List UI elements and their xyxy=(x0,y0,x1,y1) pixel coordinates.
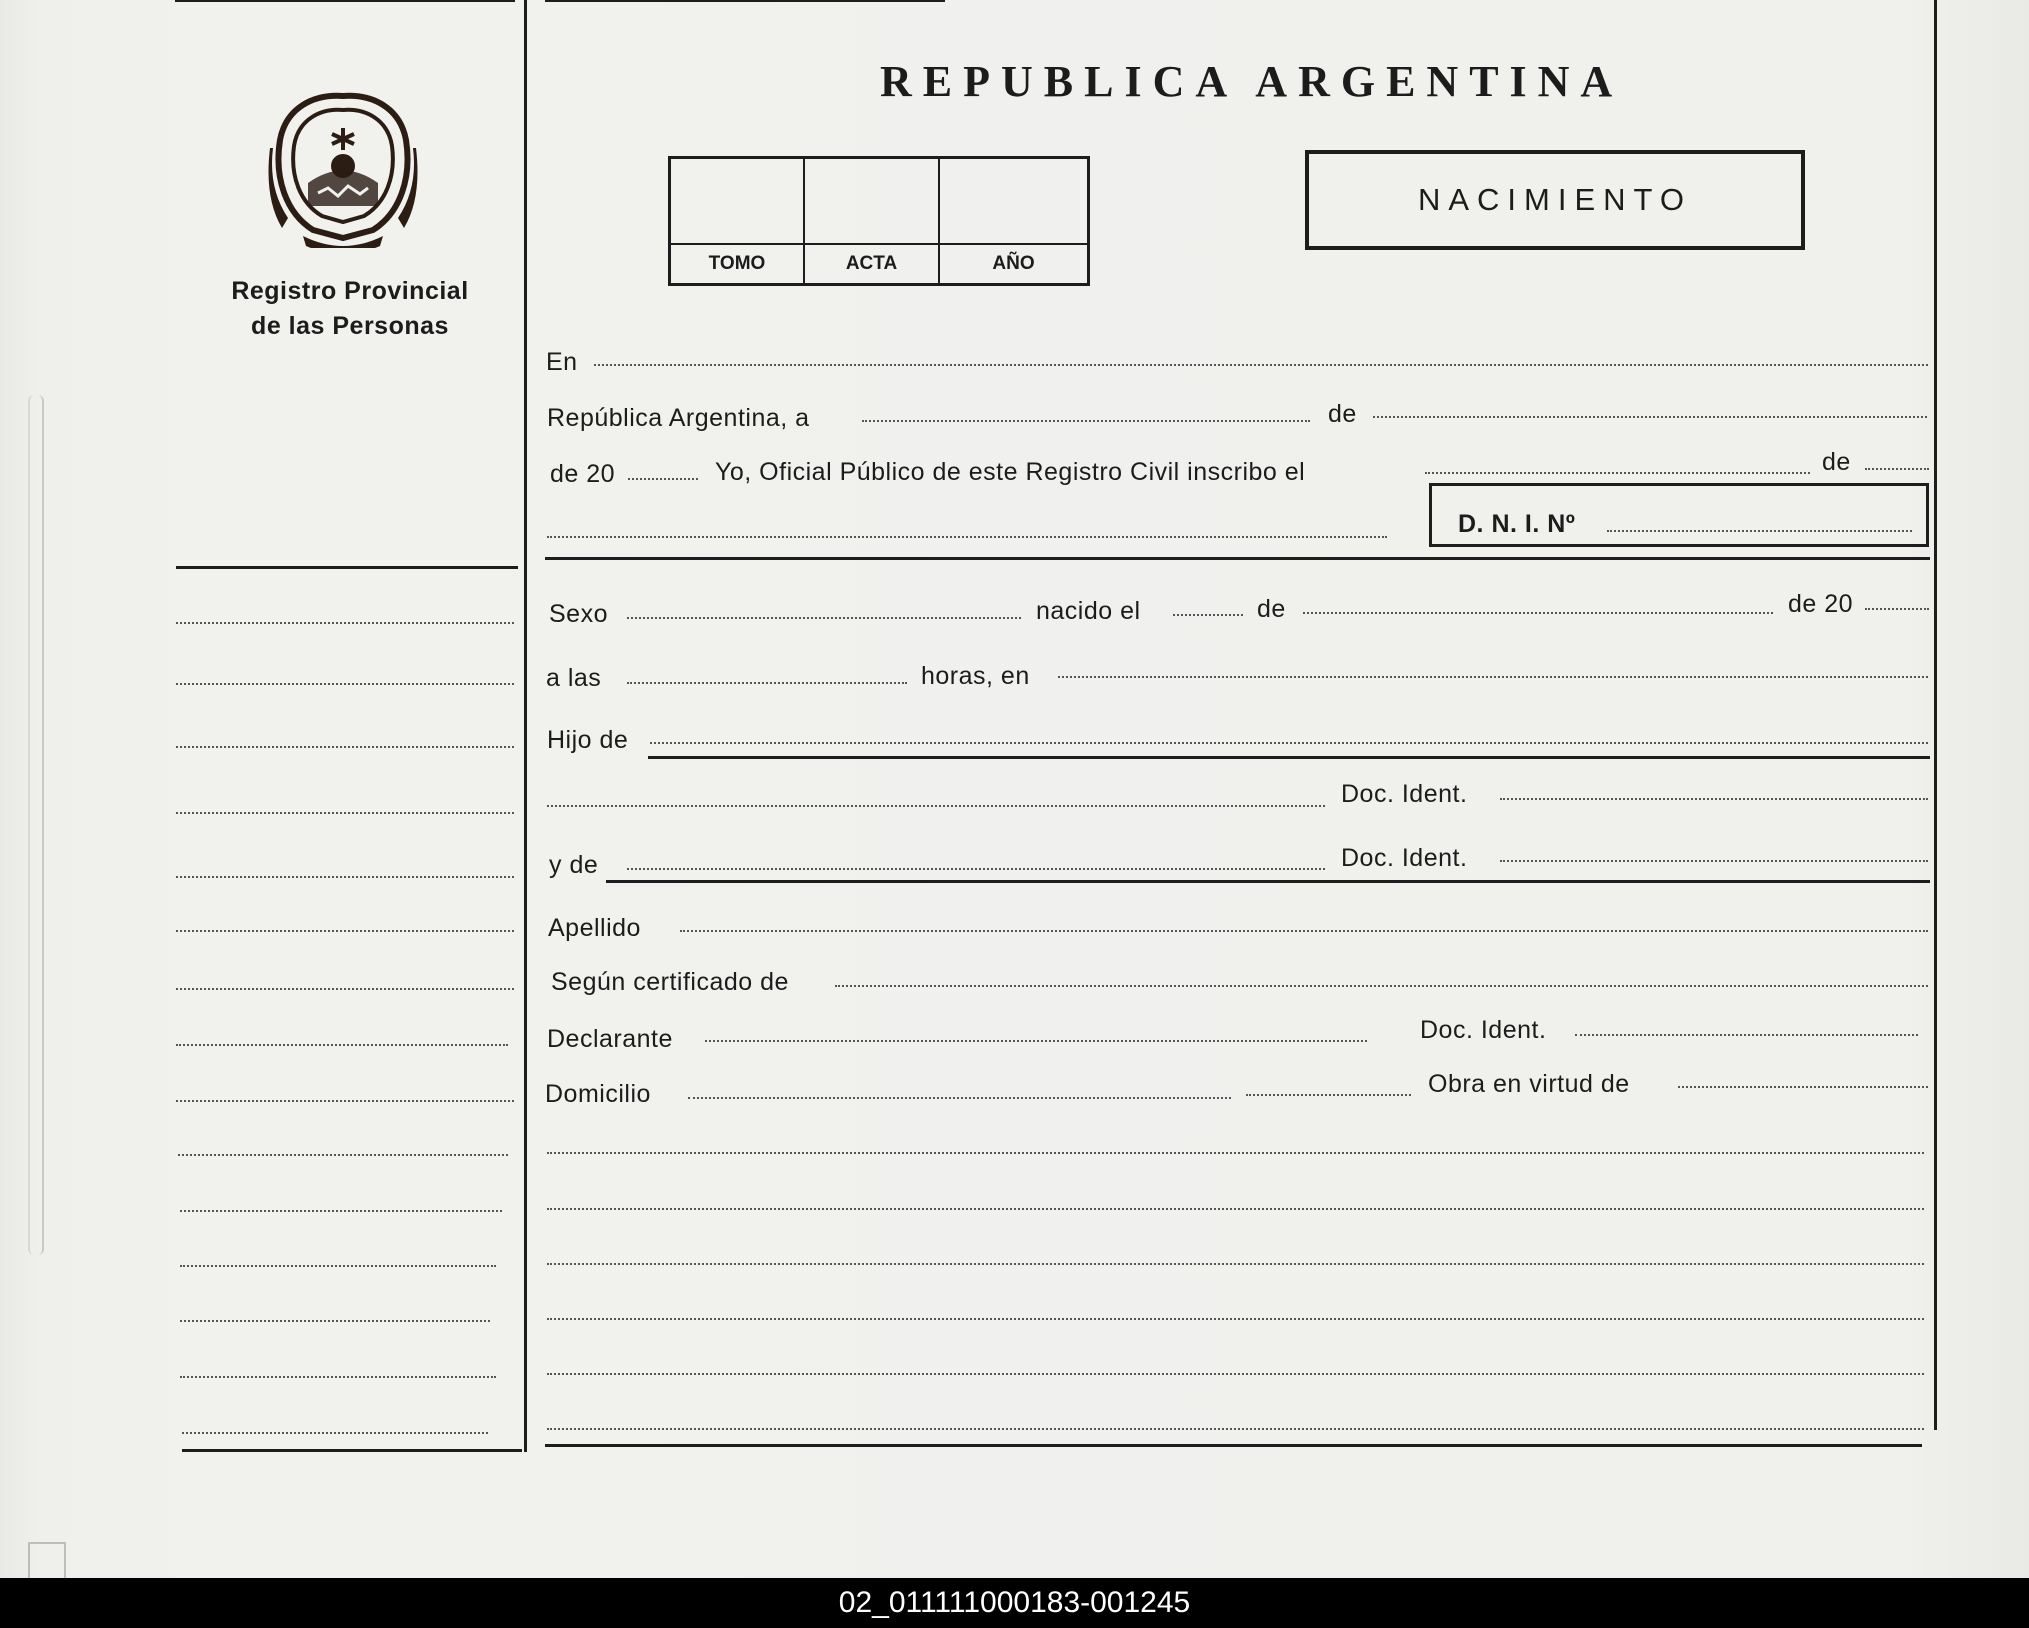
label-hijo-de: Hijo de xyxy=(547,726,629,754)
acta-cell[interactable] xyxy=(805,159,940,283)
label-yo-oficial: Yo, Oficial Público de este Registro Civil inscribo el xyxy=(715,458,1306,486)
margin-line-11[interactable] xyxy=(180,1210,502,1212)
margin-line-13[interactable] xyxy=(180,1320,490,1322)
margin-line-9[interactable] xyxy=(176,1100,514,1102)
office-line2: de las Personas xyxy=(251,312,449,340)
top-edge-line-right xyxy=(545,0,945,2)
corner-mark xyxy=(28,1542,66,1578)
field-father-cont[interactable] xyxy=(547,805,1325,807)
label-horas-en: horas, en xyxy=(921,662,1030,690)
field-year[interactable] xyxy=(628,478,698,480)
label-sexo: Sexo xyxy=(549,600,608,628)
field-dni[interactable] xyxy=(1607,530,1912,532)
anio-label: AÑO xyxy=(940,243,1087,283)
separator-right xyxy=(545,557,1930,560)
margin-line-1[interactable] xyxy=(176,622,514,624)
binding-spine xyxy=(28,395,44,1255)
field-apellido[interactable] xyxy=(680,930,1928,932)
separator-left xyxy=(176,566,518,569)
acta-label: ACTA xyxy=(805,243,938,283)
label-de-2: de xyxy=(1822,448,1851,476)
office-line1: Registro Provincial xyxy=(231,277,469,305)
field-inscribo[interactable] xyxy=(1425,472,1810,474)
record-type-box: NACIMIENTO xyxy=(1305,150,1805,250)
field-blank-1[interactable] xyxy=(547,1152,1924,1154)
field-blank-5[interactable] xyxy=(547,1373,1924,1375)
label-declarante: Declarante xyxy=(547,1025,673,1053)
label-domicilio: Domicilio xyxy=(545,1080,651,1108)
field-birth-month[interactable] xyxy=(1303,612,1773,614)
label-apellido: Apellido xyxy=(548,914,641,942)
label-nacido-el: nacido el xyxy=(1036,597,1141,625)
field-obra[interactable] xyxy=(1678,1086,1928,1088)
field-father-doc[interactable] xyxy=(1500,798,1928,800)
label-y-de: y de xyxy=(549,851,599,879)
field-declarante-doc[interactable] xyxy=(1575,1034,1918,1036)
margin-line-12[interactable] xyxy=(180,1265,496,1267)
label-de20: de 20 xyxy=(550,460,616,488)
margin-line-15[interactable] xyxy=(182,1432,488,1434)
label-obra: Obra en virtud de xyxy=(1428,1070,1630,1098)
label-doc-ident-1: Doc. Ident. xyxy=(1341,780,1468,808)
field-blank-3[interactable] xyxy=(547,1263,1924,1265)
field-day[interactable] xyxy=(862,420,1310,422)
label-a-las: a las xyxy=(546,664,602,692)
field-mother[interactable] xyxy=(627,868,1325,870)
field-hour[interactable] xyxy=(627,682,907,684)
image-id-text: 02_011111000183-001245 xyxy=(838,1586,1191,1619)
field-blank-6[interactable] xyxy=(547,1428,1924,1430)
margin-line-4[interactable] xyxy=(176,812,514,814)
label-de-1: de xyxy=(1328,400,1357,428)
column-divider xyxy=(524,0,527,1452)
father-underline xyxy=(648,756,1930,759)
field-sexo[interactable] xyxy=(627,617,1021,619)
dni-box xyxy=(1429,483,1929,547)
field-blank-2[interactable] xyxy=(547,1208,1924,1210)
field-en[interactable] xyxy=(594,364,1928,366)
field-declarante[interactable] xyxy=(705,1040,1367,1042)
label-segun: Según certificado de xyxy=(551,968,789,996)
field-domicilio-2[interactable] xyxy=(1246,1094,1411,1096)
field-certificado[interactable] xyxy=(835,985,1928,987)
tomo-cell[interactable] xyxy=(671,159,805,283)
field-birth-year[interactable] xyxy=(1865,608,1929,610)
field-line-4[interactable] xyxy=(547,536,1387,538)
margin-line-10[interactable] xyxy=(178,1154,508,1156)
field-blank-4[interactable] xyxy=(547,1318,1924,1320)
label-de-3: de xyxy=(1257,595,1286,623)
field-inscribo-de[interactable] xyxy=(1865,468,1929,470)
label-dni: D. N. I. Nº xyxy=(1458,510,1576,538)
field-place[interactable] xyxy=(1058,676,1928,678)
field-domicilio[interactable] xyxy=(688,1097,1231,1099)
margin-line-14[interactable] xyxy=(180,1376,496,1378)
label-de20-2: de 20 xyxy=(1788,590,1854,618)
image-id-bar xyxy=(0,1578,2029,1628)
field-month[interactable] xyxy=(1373,416,1927,418)
label-doc-ident-2: Doc. Ident. xyxy=(1341,844,1468,872)
field-mother-doc[interactable] xyxy=(1500,860,1928,862)
margin-line-5[interactable] xyxy=(176,876,514,878)
registry-box xyxy=(668,156,1090,286)
bottom-line-right xyxy=(545,1444,1922,1447)
label-republica: República Argentina, a xyxy=(547,404,810,432)
bottom-line-left xyxy=(182,1449,522,1452)
mother-underline xyxy=(606,880,1930,883)
office-name xyxy=(200,274,500,344)
margin-line-8[interactable] xyxy=(176,1044,508,1046)
provincial-coat-of-arms-icon xyxy=(268,88,418,248)
field-father[interactable] xyxy=(650,742,1928,744)
margin-line-6[interactable] xyxy=(176,930,514,932)
margin-line-2[interactable] xyxy=(176,683,514,685)
label-en: En xyxy=(546,348,578,376)
tomo-label: TOMO xyxy=(671,243,803,283)
anio-cell[interactable] xyxy=(940,159,1087,283)
label-doc-ident-3: Doc. Ident. xyxy=(1420,1016,1547,1044)
margin-line-3[interactable] xyxy=(176,746,514,748)
field-birth-day[interactable] xyxy=(1173,614,1243,616)
page-title: REPUBLICA ARGENTINA xyxy=(880,57,1624,106)
top-edge-line-left xyxy=(175,0,515,2)
margin-line-7[interactable] xyxy=(176,988,514,990)
right-border xyxy=(1934,0,1937,1430)
